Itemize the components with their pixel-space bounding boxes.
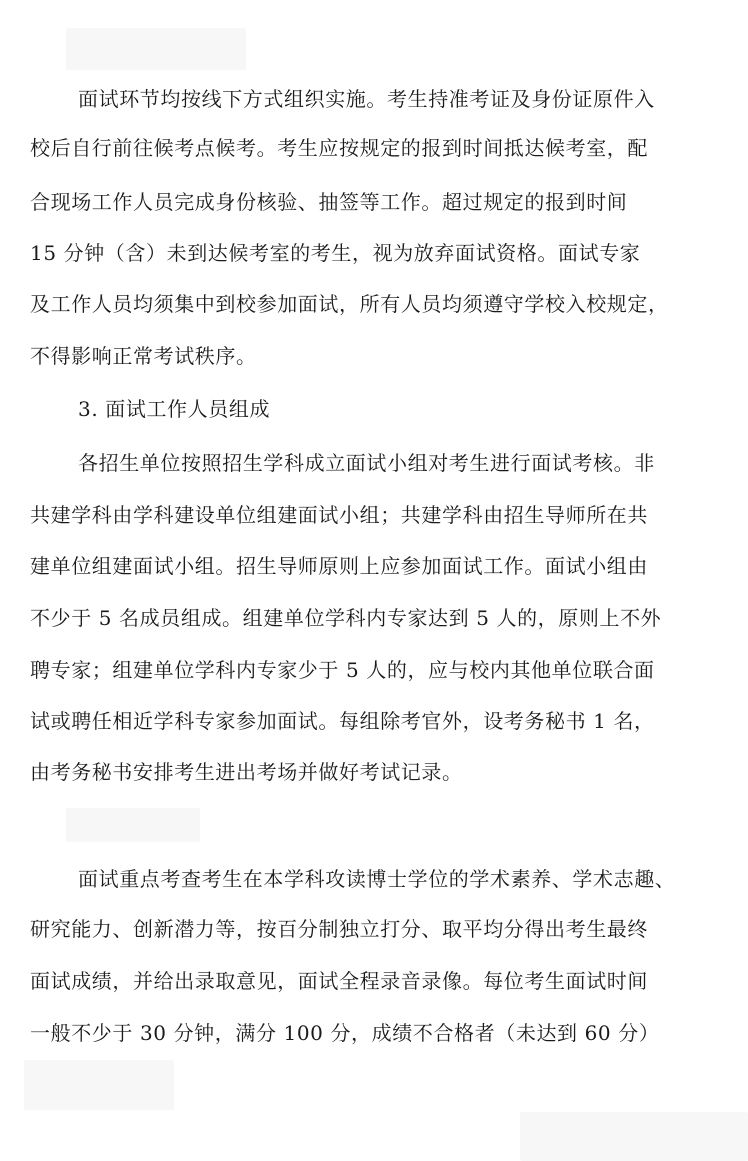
faded-bottom-right (520, 1112, 748, 1161)
text-line: 面试环节均按线下方式组织实施。考生持准考证及身份证原件入 (78, 87, 655, 111)
text-line: 研究能力、创新潜力等，按百分制独立打分、取平均分得出考生最终 (30, 917, 648, 941)
text-line: 面试成绩，并给出录取意见，面试全程录音录像。每位考生面试时间 (30, 969, 648, 993)
text-line: 面试重点考查考生在本学科攻读博士学位的学术素养、学术志趣、 (78, 867, 676, 891)
text-line: 聘专家；组建单位学科内专家少于 5 人的，应与校内其他单位联合面 (30, 658, 655, 682)
section-heading: 3. 面试工作人员组成 (78, 397, 271, 421)
text-line: 一般不少于 30 分钟，满分 100 分，成绩不合格者（未达到 60 分） (30, 1021, 660, 1045)
text-line: 试或聘任相近学科专家参加面试。每组除考官外，设考务秘书 1 名， (30, 709, 655, 733)
text-line: 共建学科由学科建设单位组建面试小组；共建学科由招生导师所在共 (30, 503, 648, 527)
text-line: 不得影响正常考试秩序。 (30, 344, 257, 368)
faded-heading-middle (66, 808, 200, 842)
faded-bottom-left (24, 1060, 174, 1110)
text-line: 不少于 5 名成员组成。组建单位学科内专家达到 5 人的，原则上不外 (30, 606, 662, 630)
text-line: 校后自行前往候考点候考。考生应按规定的报到时间抵达候考室，配 (30, 136, 648, 160)
text-line: 由考务秘书安排考生进出考场并做好考试记录。 (30, 760, 463, 784)
text-line: 及工作人员均须集中到校参加面试，所有人员均须遵守学校入校规定， (30, 292, 669, 316)
text-line: 合现场工作人员完成身份核验、抽签等工作。超过规定的报到时间 (30, 190, 628, 214)
text-line: 15 分钟（含）未到达候考室的考生，视为放弃面试资格。面试专家 (30, 241, 641, 265)
text-line: 各招生单位按照招生学科成立面试小组对考生进行面试考核。非 (78, 451, 655, 475)
text-line: 建单位组建面试小组。招生导师原则上应参加面试工作。面试小组由 (30, 554, 648, 578)
faded-heading-top (66, 28, 246, 70)
